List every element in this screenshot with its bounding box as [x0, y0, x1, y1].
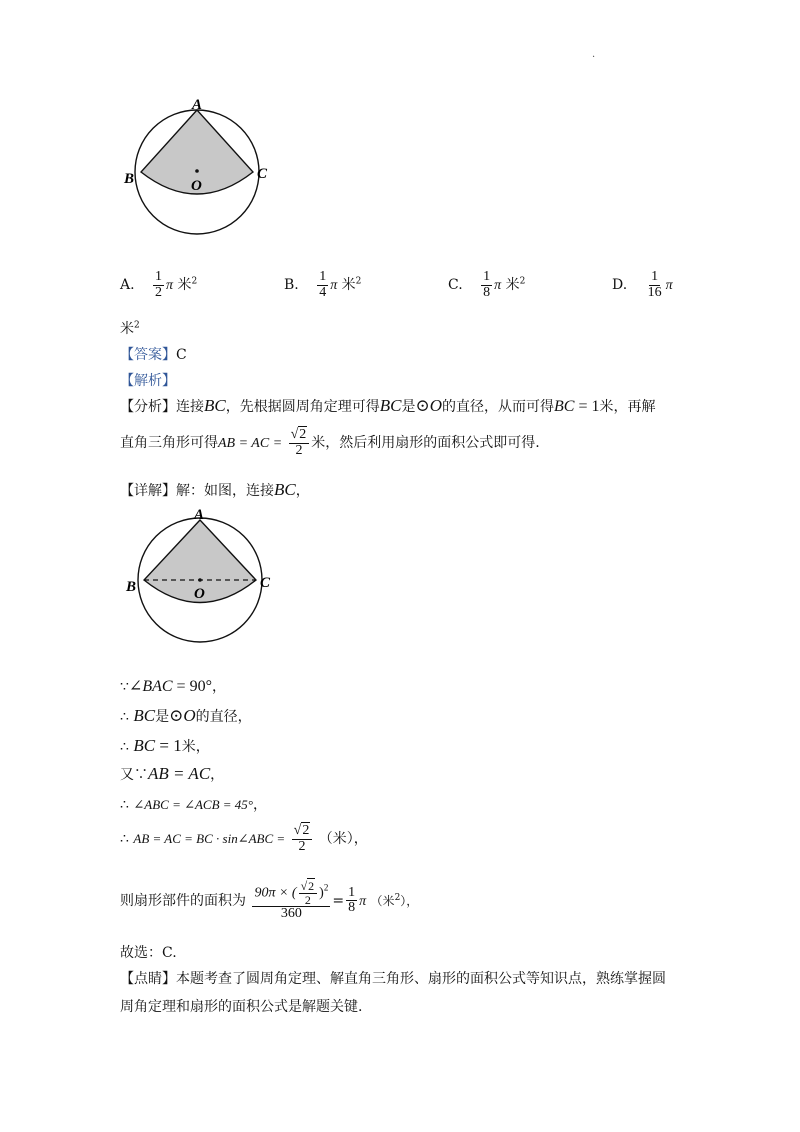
option-a: A. $\frac{1}{2}$ π 米$^2$ — [120, 269, 198, 300]
label-c: C — [260, 575, 271, 591]
fenxi-line-2: 直角三角形可得AB = AC = $\frac{√2}{2}$ 米，然后利用扇形的面积公式即可得. — [120, 427, 540, 458]
label-a: A — [194, 507, 205, 523]
label-a: A — [192, 97, 203, 113]
option-d: D. $\frac{1}{16}$ π — [612, 269, 673, 300]
label-o: O — [191, 178, 202, 194]
sector-area-fraction: 90π × ( $\frac{√2}{2}$ )$^2$ 360 — [254, 879, 329, 922]
fraction-sqrt2-over-2: $\frac{√2}{2}$ — [289, 428, 310, 458]
option-b: B. $\frac{1}{4}$ π 米$^2$ — [284, 269, 362, 300]
dianjing-tag: 【点睛】 — [120, 971, 176, 987]
option-fraction: $\frac{1}{8}$ — [483, 269, 491, 300]
option-letter: C. — [448, 277, 463, 294]
figure-circle-sector-2 — [120, 505, 280, 645]
dianjing-line-2: 周角定理和扇形的面积公式是解题关键. — [120, 999, 363, 1015]
step-5: ∴ ∠ABC = ∠ACB = 45°， — [120, 797, 268, 813]
step-3: ∴ BC = 1米， — [120, 736, 210, 755]
option-fraction: $\frac{1}{2}$ — [155, 269, 163, 300]
fraction-sqrt2-over-2: $\frac{√2}{2}$ — [292, 824, 313, 854]
option-d-unit: 米$^2$ — [120, 320, 140, 337]
step-6: ∴ AB = AC = BC · sin∠ABC = $\frac{√2}{2}$ （米）， — [120, 823, 368, 854]
label-c: C — [257, 166, 268, 182]
analysis-tag: 【解析】 — [120, 373, 176, 389]
label-b: B — [126, 579, 137, 595]
option-letter: B. — [284, 277, 299, 294]
option-fraction: $\frac{1}{16}$ — [647, 269, 662, 300]
label-b: B — [124, 171, 135, 187]
xiangjie-tag: 【详解】 — [120, 483, 176, 499]
option-c: C. $\frac{1}{8}$ π 米$^2$ — [448, 269, 526, 300]
step-2: ∴ BC是⊙O的直径， — [120, 706, 252, 725]
step-8: 故选：C. — [120, 945, 177, 961]
fenxi-line-1: 【分析】连接BC，先根据圆周角定理可得BC是⊙O的直径，从而可得BC = 1米，再解 — [120, 396, 656, 415]
center-dot — [195, 169, 199, 173]
answer-value: C — [176, 347, 187, 363]
xiangjie-line: 【详解】解：如图，连接BC， — [120, 480, 310, 499]
answer-tag: 【答案】 — [120, 347, 176, 363]
fenxi-tag: 【分析】 — [120, 399, 176, 415]
center-dot — [198, 578, 202, 582]
dianjing-line-1: 【点睛】本题考查了圆周角定理、解直角三角形、扇形的面积公式等知识点，熟练掌握圆 — [120, 971, 666, 987]
option-fraction: $\frac{1}{4}$ — [319, 269, 327, 300]
step-7: 则扇形部件的面积为 90π × ( $\frac{√2}{2}$ )$^2$ 360 = $\frac{1}{8}$ π （米$^2$）， — [120, 879, 419, 922]
figure-circle-sector-1 — [118, 92, 278, 264]
step-1: ∵∠BAC = 90°， — [120, 678, 226, 695]
option-letter: A. — [120, 277, 135, 294]
option-letter: D. — [612, 277, 628, 294]
result-fraction: $\frac{1}{8}$ — [348, 884, 356, 916]
answer-line — [120, 344, 187, 364]
label-o: O — [194, 586, 205, 602]
step-4: 又∵AB = AC， — [120, 764, 225, 783]
header-dot: · — [592, 52, 596, 63]
